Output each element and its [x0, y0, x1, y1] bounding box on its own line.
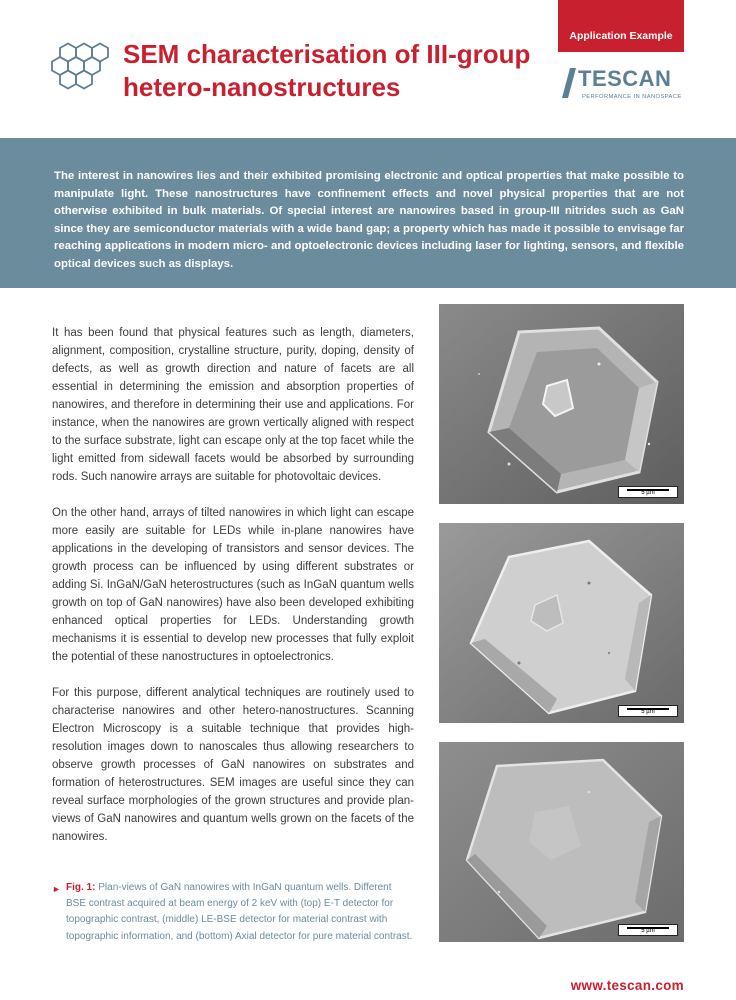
intro-text: The interest in nanowires lies and their exhibited promising electronic and optical properties that make possible to manipulate light. These nanostructures have confinement effects and novel physical properties that are not otherwise exhibited in bulk materials. Of special interest are nanowires based in group-III nitrides such as GaN since they are semiconductor materials with a wide band gap; a property which has made it possible to envisage far reaching applications in modern micro- and optoelectronic devices including laser for lighting, sensors, and flexible optical devices such as displays.	[54, 170, 684, 270]
scale-bar-bottom	[618, 924, 678, 936]
body-paragraph-1: It has been found that physical features such as length, diameters, alignment, composition, crystalline structure, purity, doping, density of defects, as well as growth direction and nature of facets are all essential in determining the emission and absorption properties of nanowires, and therefore in determining their use and applications. For instance, when the nanowires are grown vertically aligned with respect to the surface substrate, light can escape only at the top facet while the light emitted from sidewall facets would be absorbed by surrounding rods. Such nanowire arrays are suitable for photovoltaic devices.	[52, 327, 414, 483]
page-title	[123, 38, 543, 104]
sem-image-top	[439, 304, 684, 504]
figure-caption-text: Plan-views of GaN nanowires with InGaN quantum wells. Different BSE contrast acquired at beam energy of 2 keV with (top) E-T detector for topographic contrast, (middle) LE-BSE detector for material contrast with topographic information, and (bottom) Axial detector for pure material contrast.	[66, 882, 413, 942]
figure-caption	[52, 880, 414, 945]
article-body	[52, 324, 414, 864]
sem-image-bottom	[439, 742, 684, 942]
title-line-1: SEM characterisation of III-group	[123, 39, 531, 69]
application-example-tag	[558, 0, 684, 52]
sem-image-middle	[439, 523, 684, 723]
intro-banner	[0, 138, 736, 288]
title-line-2: hetero-nanostructures	[123, 72, 401, 102]
hexagon-grid-icon	[50, 40, 110, 98]
scale-bar-middle	[618, 705, 678, 717]
tescan-logo	[560, 66, 686, 106]
brand-name: TESCAN	[578, 66, 672, 91]
scale-bar-top	[618, 486, 678, 498]
caption-arrow-icon: ►	[52, 884, 61, 894]
tag-label: Application Example	[569, 30, 673, 42]
brand-tagline: PERFORMANCE IN NANOSPACE	[582, 94, 682, 100]
figure-label: Fig. 1:	[66, 882, 96, 893]
body-paragraph-3: For this purpose, different analytical techniques are routinely used to characterise nanowires and other hetero-nanostructures. Scanning Electron Microscopy is a suitable technique that provides high-resolution images down to nanoscales thus allowing researchers to observe growth processes of GaN nanowires on substrates and formation of heterostructures. SEM images are useful since they can reveal surface morphologies of the grown structures and provide plan-views of GaN nanowires and quantum wells grown on the facets of the nanowires.	[52, 687, 414, 843]
website-link[interactable]: www.tescan.com	[570, 978, 684, 993]
body-paragraph-2: On the other hand, arrays of tilted nanowires in which light can escape more easily are suitable for LEDs while in-plane nanowires have applications in the developing of transistors and sensor devices. The growth process can be influenced by using different substrates or adding Si. InGaN/GaN heterostructures (such as InGaN quantum wells growth on top of GaN nanowires) have also been developed exhibiting enhanced optical properties for LEDs. Understanding growth mechanisms it is essential to develop new processes that fully exploit the potential of these nanostructures in optoelectronics.	[52, 507, 414, 663]
scale-label-middle: 5 µm	[641, 709, 655, 715]
brand-slash-icon	[562, 68, 576, 98]
scale-label-bottom: 5 µm	[641, 928, 655, 934]
scale-label-top: 5 µm	[641, 490, 655, 496]
